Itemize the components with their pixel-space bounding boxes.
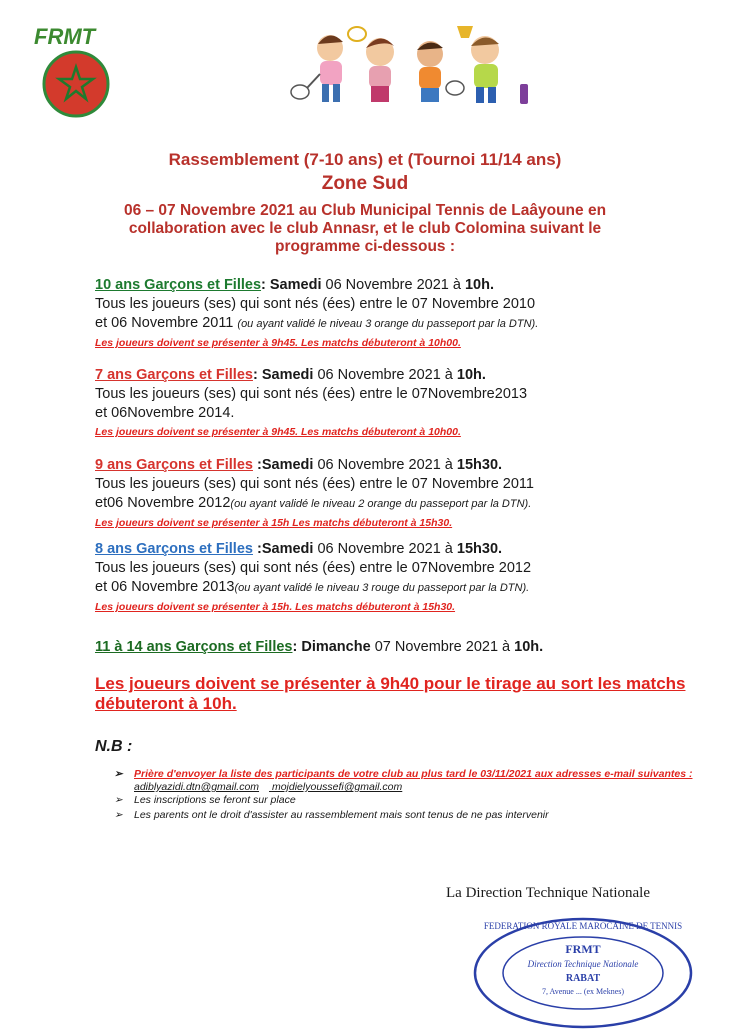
nb-item: ➢ Les parents ont le droit d'assister au rassemblement mais sont tenus de ne pas intervenir [114, 809, 549, 821]
section-line: Tous les joueurs (ses) qui sont nés (ées) entre le 07 Novembre 2011 [95, 476, 534, 492]
section-line: et 06 Novembre 2011 (ou ayant validé le niveau 3 orange du passeport par la DTN). [95, 315, 539, 331]
subtitle-line-2: collaboration avec le club Annasr, et le club Colomina suivant le [128, 220, 602, 237]
official-stamp [468, 905, 698, 1030]
email-link[interactable]: mojdielyoussefi@gmail.com [271, 781, 403, 793]
nb-title: N.B : [95, 738, 133, 755]
section-9-ans [95, 456, 655, 533]
section-italic-note: (ou ayant validé le niveau 3 rouge du passeport par la DTN). [234, 582, 530, 594]
section-heading: 10 ans Garçons et Filles: Samedi 06 Novembre 2021 à 10h. [95, 277, 494, 293]
section-time: 15h30. [456, 457, 503, 473]
nb-list [114, 768, 714, 822]
section-red-note: Les joueurs doivent se présenter à 15h Les matchs débuteront à 15h30. [95, 517, 453, 529]
subtitle-line-1: 06 – 07 Novembre 2021 au Club Municipal Tennis de Laâyoune en [123, 202, 607, 219]
section-label: 9 ans Garçons et Filles [95, 457, 253, 473]
arrow-icon: ➢ [114, 768, 123, 780]
section-day: Samedi [261, 541, 314, 557]
kids-illustration [285, 14, 535, 110]
signature: La Direction Technique Nationale [446, 885, 651, 901]
draw-notice: Les joueurs doivent se présenter à 9h40 pour le tirage au sort les matchs débuteront à 10h. [95, 674, 686, 713]
section-day: Samedi [269, 277, 322, 293]
section-date: 07 Novembre 2021 à [374, 639, 511, 655]
section-heading: 7 ans Garçons et Filles: Samedi 06 Novembre 2021 à 10h. [95, 367, 486, 383]
section-red-note: Les joueurs doivent se présenter à 9h45. Les matchs débuteront à 10h00. [95, 426, 461, 438]
nb-item: ➢ Prière d'envoyer la liste des participants de votre club au plus tard le 03/11/2021 aux adresses e-mail suivantes : [114, 768, 693, 780]
section-line: et 06Novembre 2014. [95, 405, 235, 421]
section-line: Tous les joueurs (ses) qui sont nés (ées) entre le 07Novembre2013 [95, 386, 528, 402]
section-date: 06 Novembre 2021 à [317, 367, 453, 383]
event-subtitle [0, 202, 730, 256]
svg-text:FEDERATION ROYALE MAROCAINE DE: FEDERATION ROYALE MAROCAINE DE TENNIS [483, 921, 683, 931]
arrow-icon: ➢ [114, 809, 123, 821]
section-date: 06 Novembre 2021 à [317, 541, 453, 557]
section-heading: 11 à 14 ans Garçons et Filles: Dimanche 07 Novembre 2021 à 10h. [95, 639, 544, 655]
section-italic-note: (ou ayant validé le niveau 2 orange du passeport par la DTN). [230, 498, 532, 510]
section-heading: 9 ans Garçons et Filles :Samedi 06 Novembre 2021 à 15h30. [95, 457, 503, 473]
svg-text:RABAT: RABAT [565, 973, 601, 984]
section-red-note: Les joueurs doivent se présenter à 15h. Les matchs débuteront à 15h30. [95, 601, 456, 613]
section-time: 15h30. [456, 541, 503, 557]
section-label: 8 ans Garçons et Filles [95, 541, 253, 557]
section-time: 10h. [464, 277, 494, 293]
frmt-logo [28, 22, 138, 122]
section-line: et 06 Novembre 2013(ou ayant validé le niveau 3 rouge du passeport par la DTN). [95, 579, 530, 595]
email-link[interactable]: adiblyazidi.dtn@gmail.com [134, 781, 260, 793]
section-7-ans [95, 366, 655, 442]
section-heading: 8 ans Garçons et Filles :Samedi 06 Novembre 2021 à 15h30. [95, 541, 503, 557]
section-10-ans [95, 276, 655, 353]
event-title: Rassemblement (7-10 ans) et (Tournoi 11/14 ans) [168, 150, 562, 169]
zone-title: Zone Sud [321, 173, 409, 194]
nb-item: ➢ Les inscriptions se feront sur place [114, 794, 296, 806]
section-time: 10h. [456, 367, 486, 383]
svg-text:FRMT: FRMT [565, 942, 601, 956]
section-line: Tous les joueurs (ses) qui sont nés (ées) entre le 07Novembre 2012 [95, 560, 532, 576]
logo-text: FRMT [34, 24, 96, 49]
section-line: Tous les joueurs (ses) qui sont nés (ées) entre le 07 Novembre 2010 [95, 296, 536, 312]
section-day: Dimanche [301, 639, 371, 655]
section-red-note: Les joueurs doivent se présenter à 9h45. Les matchs débuteront à 10h00. [95, 337, 461, 349]
section-label: 10 ans Garçons et Filles [95, 277, 262, 293]
section-day: Samedi [261, 457, 314, 473]
section-label: 7 ans Garçons et Filles [95, 367, 253, 383]
section-italic-note: (ou ayant validé le niveau 3 orange du passeport par la DTN). [237, 318, 539, 330]
section-day: Samedi [261, 367, 314, 383]
svg-text:Direction Technique Nationale: Direction Technique Nationale [527, 959, 639, 969]
section-8-ans [95, 540, 655, 617]
arrow-icon: ➢ [114, 794, 123, 806]
section-label: 11 à 14 ans Garçons et Filles [95, 639, 293, 655]
svg-text:7, Avenue ... (ex Meknes): 7, Avenue ... (ex Meknes) [541, 987, 625, 996]
section-line: et06 Novembre 2012(ou ayant validé le niveau 2 orange du passeport par la DTN). [95, 495, 532, 511]
section-date: 06 Novembre 2021 à [325, 277, 461, 293]
subtitle-line-3: programme ci-dessous : [274, 238, 456, 255]
section-11-14-ans [95, 638, 655, 657]
section-time: 10h. [514, 639, 544, 655]
email-list [114, 781, 714, 794]
section-date: 06 Novembre 2021 à [317, 457, 453, 473]
